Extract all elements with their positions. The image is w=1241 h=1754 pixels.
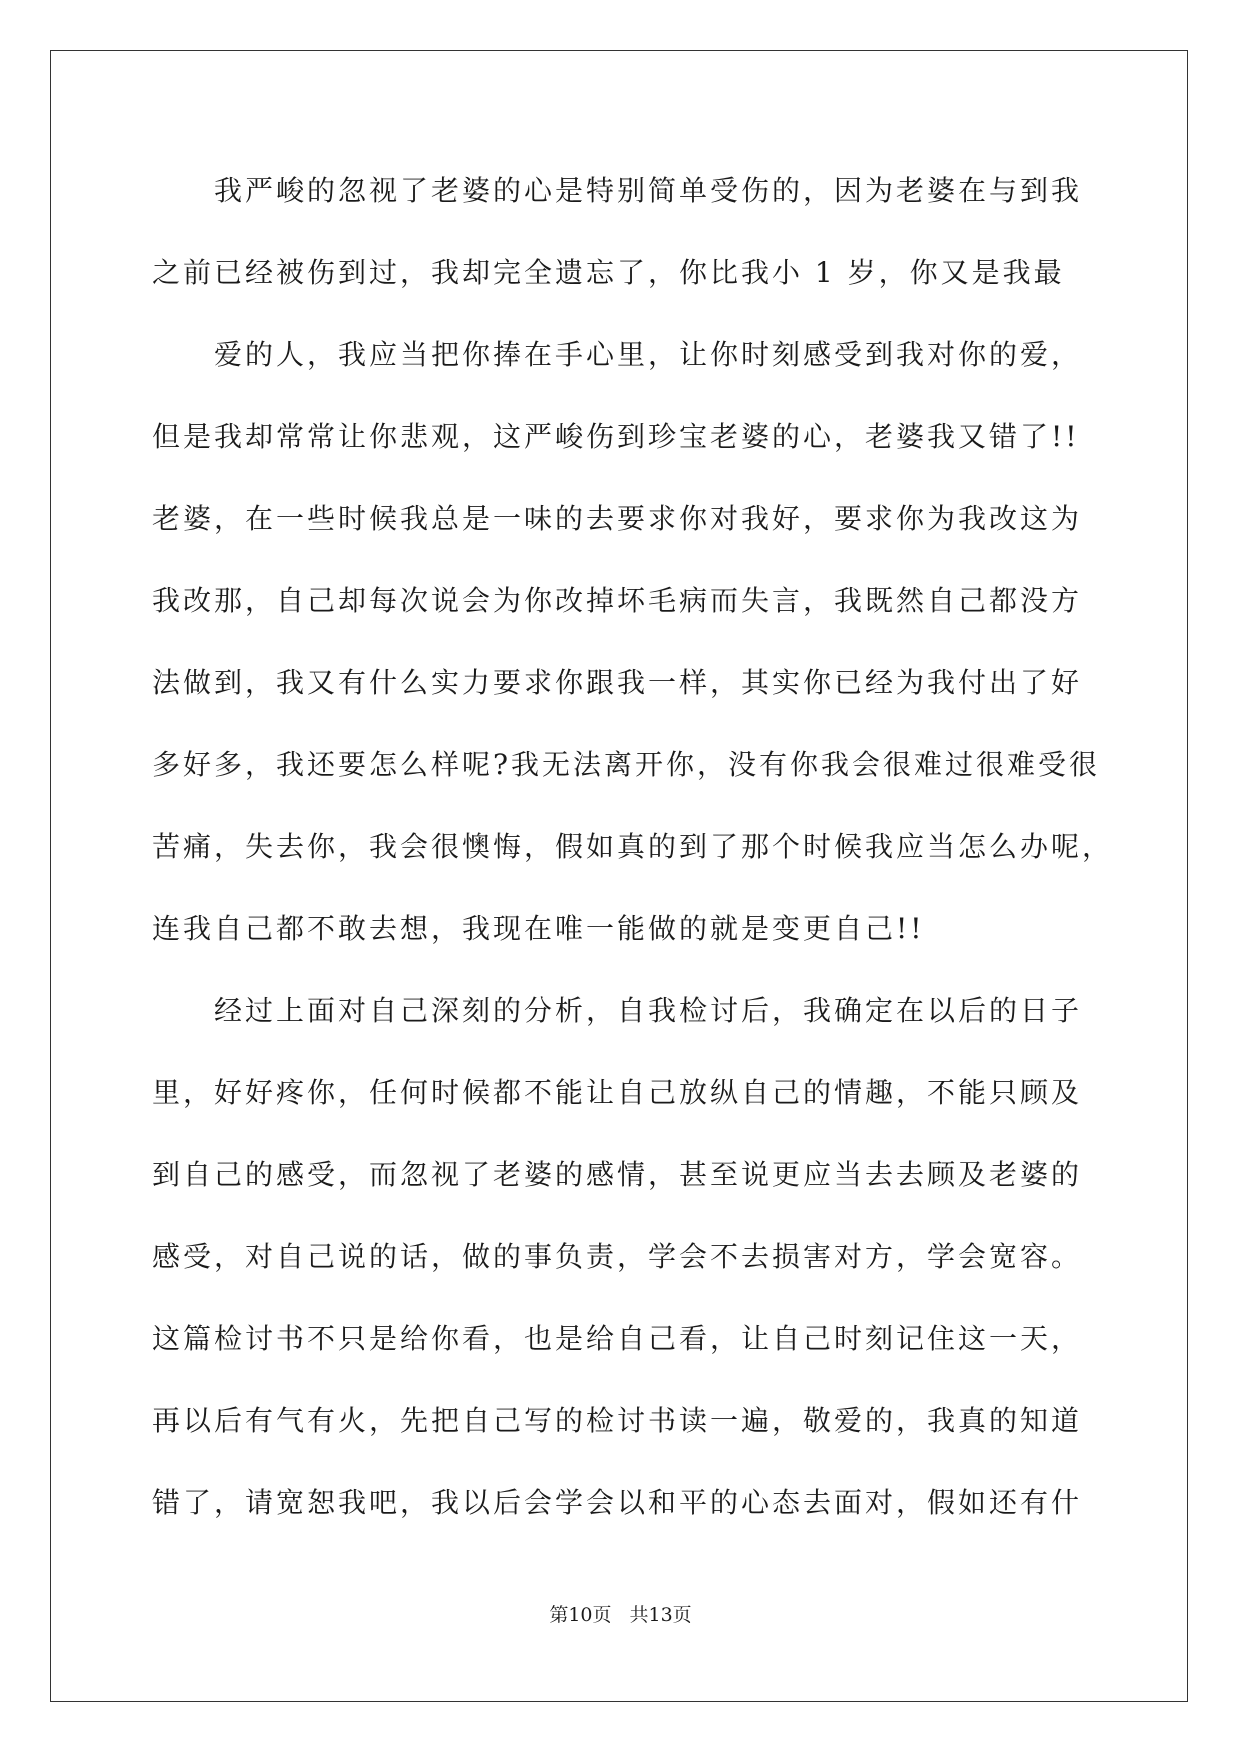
page-footer	[0, 1602, 1241, 1628]
text-line: 法做到，我又有什么实力要求你跟我一样，其实你已经为我付出了好	[152, 666, 1083, 699]
text-line: 到自己的感受，而忽视了老婆的感情，甚至说更应当去去顾及老婆的	[152, 1158, 1083, 1191]
text-line: 再以后有气有火，先把自己写的检讨书读一遍，敬爱的，我真的知道	[152, 1404, 1083, 1437]
text-line: 这篇检讨书不只是给你看，也是给自己看，让自己时刻记住这一天，	[152, 1322, 1083, 1355]
text-line: 我改那，自己却每次说会为你改掉坏毛病而失言，我既然自己都没方	[152, 584, 1083, 617]
page-total: 共13页	[629, 1604, 692, 1626]
page-number: 第10页	[549, 1604, 612, 1626]
text-line: 错了，请宽恕我吧，我以后会学会以和平的心态去面对，假如还有什	[152, 1486, 1083, 1519]
text-line: 多好多，我还要怎么样呢?我无法离开你，没有你我会很难过很难受很	[152, 748, 1101, 781]
text-line: 但是我却常常让你悲观，这严峻伤到珍宝老婆的心，老婆我又错了!!	[152, 420, 1080, 453]
text-line: 感受，对自己说的话，做的事负责，学会不去损害对方，学会宽容。	[152, 1240, 1083, 1273]
text-line: 之前已经被伤到过，我却完全遗忘了，你比我小 1 岁，你又是我最	[152, 256, 1065, 289]
text-line: 老婆，在一些时候我总是一味的去要求你对我好，要求你为我改这为	[152, 502, 1083, 535]
document-body	[152, 162, 1112, 1556]
text-line: 我严峻的忽视了老婆的心是特别简单受伤的，因为老婆在与到我	[214, 174, 1083, 207]
text-line: 里，好好疼你，任何时候都不能让自己放纵自己的情趣，不能只顾及	[152, 1076, 1083, 1109]
text-line: 爱的人，我应当把你捧在手心里，让你时刻感受到我对你的爱，	[214, 338, 1083, 371]
text-line: 经过上面对自己深刻的分析，自我检讨后，我确定在以后的日子	[214, 994, 1083, 1027]
text-line: 苦痛，失去你，我会很懊悔，假如真的到了那个时候我应当怎么办呢，	[152, 830, 1114, 863]
text-line: 连我自己都不敢去想，我现在唯一能做的就是变更自己!!	[152, 912, 925, 945]
